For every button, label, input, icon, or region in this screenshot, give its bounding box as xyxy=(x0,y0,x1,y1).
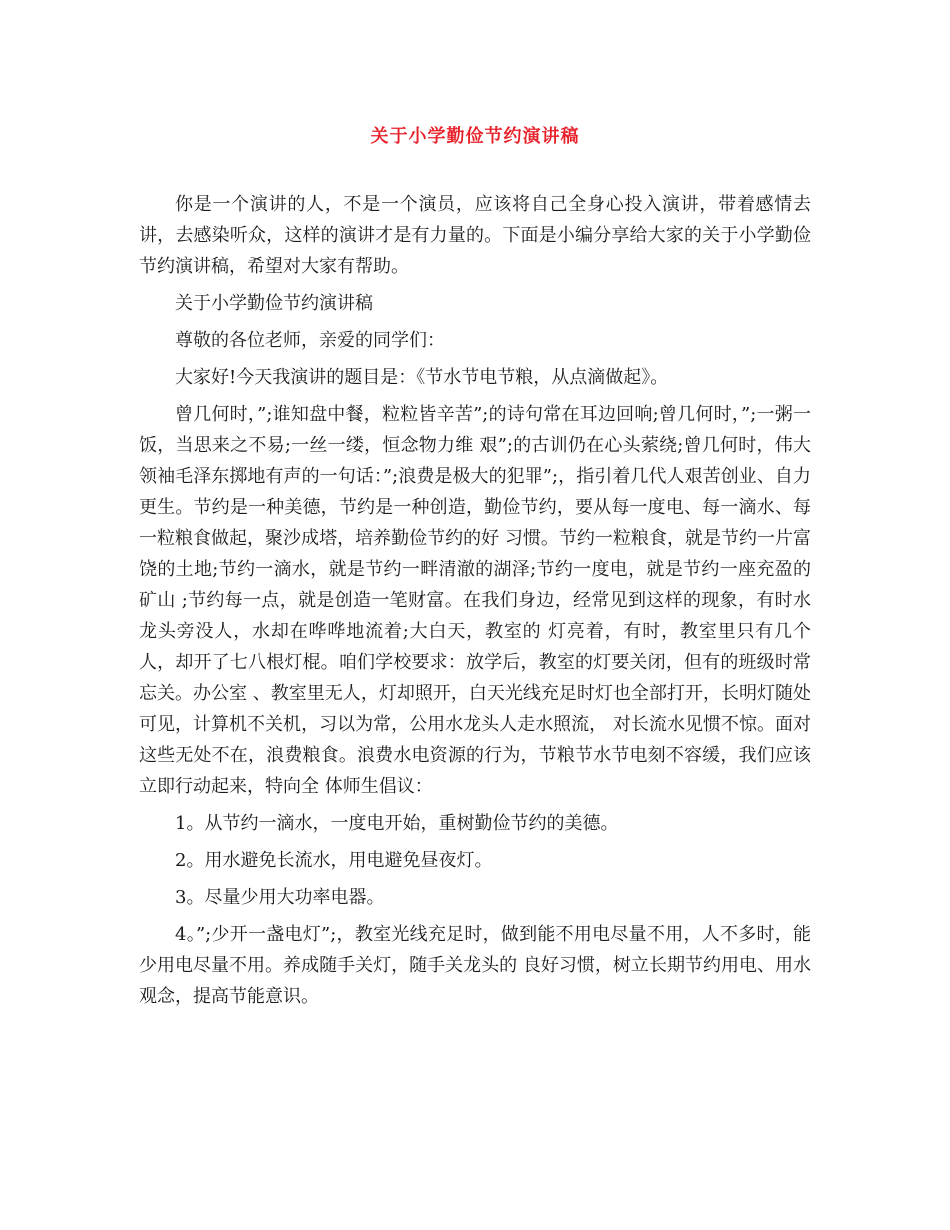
document-body xyxy=(139,189,811,1018)
paragraph-item-3: 3。尽量少用大功率电器。 xyxy=(175,887,385,908)
document-title: 关于小学勤俭节约演讲稿 xyxy=(370,126,580,147)
paragraph-item-1: 1。从节约一滴水，一度电开始，重树勤俭节约的美德。 xyxy=(175,813,619,834)
paragraph-intro: 你是一个演讲的人，不是一个演员，应该将自己全身心投入演讲，带着感情去讲，去感染听众，这样的演讲才是有力量的。下面是小编分享给大家的关于小学勤俭节约演讲稿，希望对大家有帮助。 xyxy=(139,194,811,277)
paragraph-salutation: 尊敬的各位老师，亲爱的同学们： xyxy=(175,330,445,351)
paragraph-subtitle: 关于小学勤俭节约演讲稿 xyxy=(175,293,373,314)
paragraph-item-2: 2。用水避免长流水，用电避免昼夜灯。 xyxy=(175,850,493,871)
paragraph-item-4: 4。”;少开一盏电灯”;，教室光线充足时，做到能不用电尽量不用，人不多时，能少用电尽量不用。养成随手关灯，随手关龙头的 良好习惯，树立长期节约用电、用水观念，提高节能意识。 xyxy=(139,924,811,1007)
paragraph-greeting: 大家好!今天我演讲的题目是：《节水节电节粮，从点滴做起》。 xyxy=(175,367,669,388)
paragraph-main: 曾几何时，”;谁知盘中餐，粒粒皆辛苦”;的诗句常在耳边回响;曾几何时，”;一粥一饭，当思来之不易;一丝一缕，恒念物力维 艰”;的古训仍在心头萦绕;曾几何时，伟大领袖毛泽东掷地有声的一句话：”;浪费是极大的犯罪”;，指引着几代人艰苦创业、自力 更生。节约是一种美德，节约是一种创造，勤俭节约，要从每一度电、每一滴水、每一粒粮食做起，聚沙成塔，培养勤俭节约的好 习惯。节约一粒粮食，就是节约一片富饶的土地;节约一滴水，就是节约一畔清澈的湖泽;节约一度电，就是节约一座充盈的矿山 ;节约每一点，就是创造一笔财富。在我们身边，经常见到这样的现象，有时水龙头旁没人，水却在哗哗地流着;大白天，教室的 灯亮着，有时，教室里只有几个人，却开了七八根灯棍。咱们学校要求：放学后，教室的灯要关闭，但有的班级时常忘关。办公室 、教室里无人，灯却照开，白天光线充足时灯也全部打开，长明灯随处可见，计算机不关机，习以为常，公用水龙头人走水照流， 对长流水见惯不惊。面对这些无处不在，浪费粮食。浪费水电资源的行为，节粮节水节电刻不容缓，我们应该立即行动起来，特向全 体师生倡议： xyxy=(139,404,811,797)
